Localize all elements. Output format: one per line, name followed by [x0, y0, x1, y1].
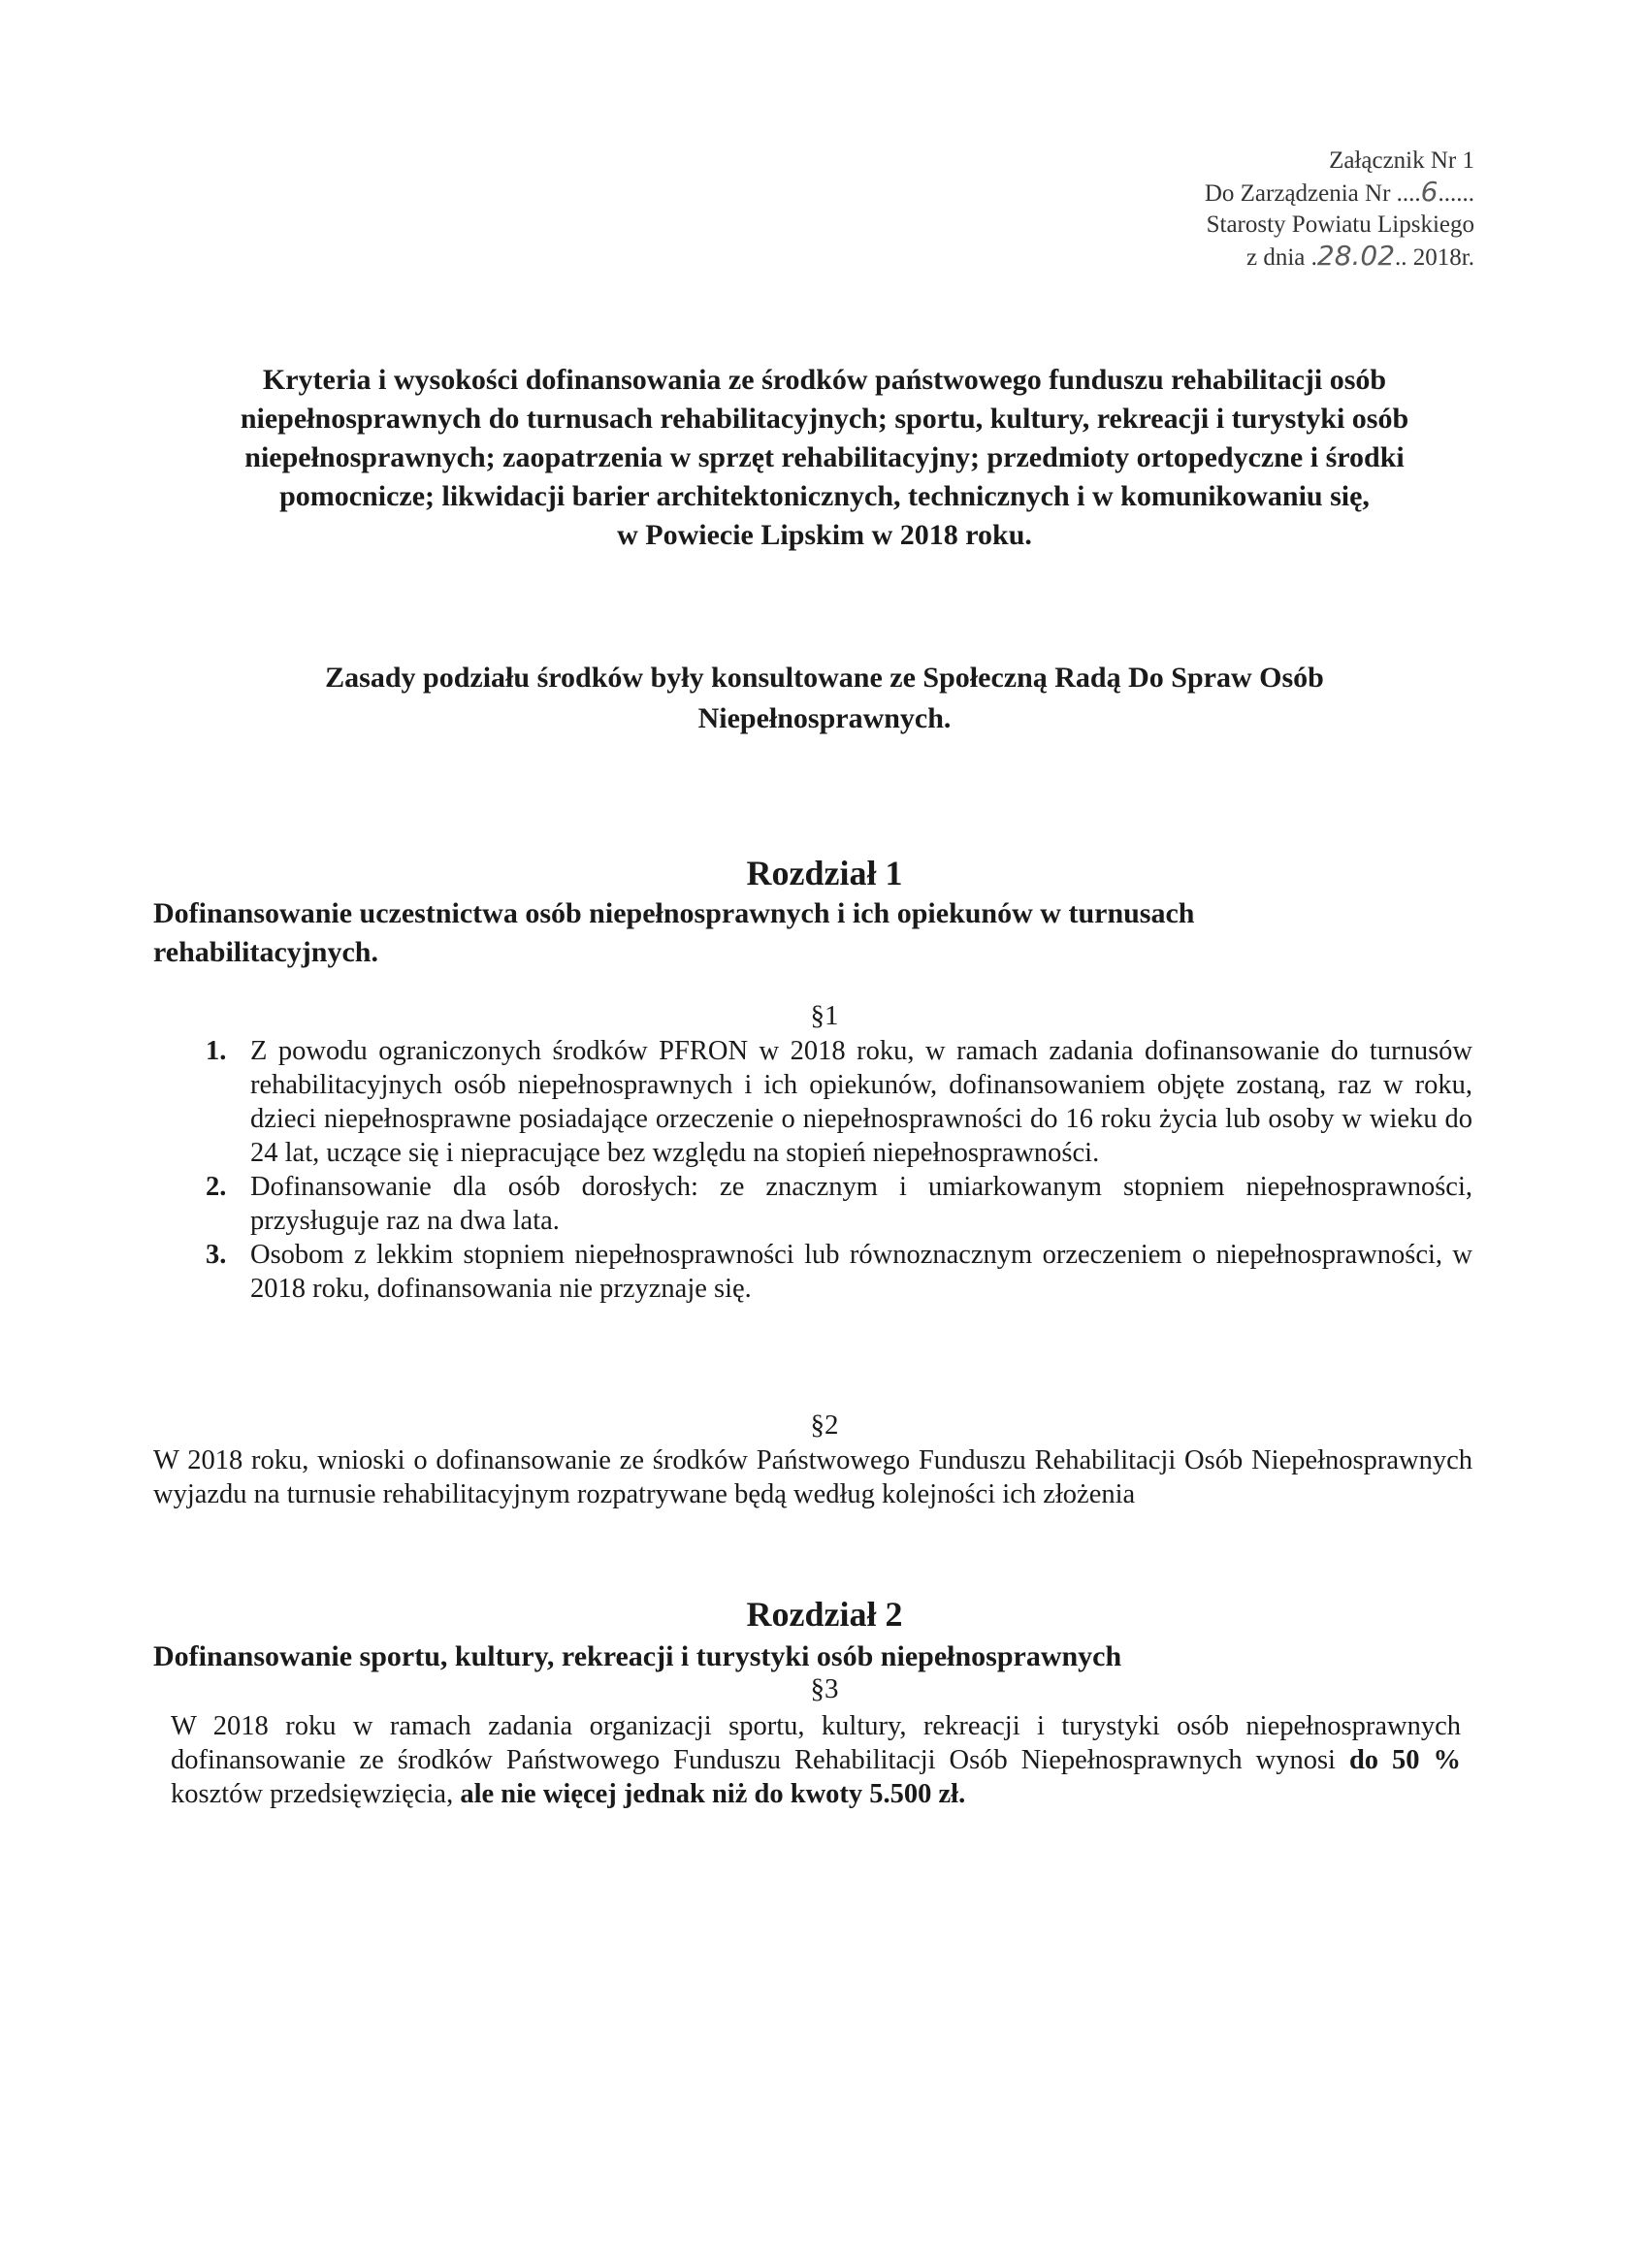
section-2-text: W 2018 roku, wnioski o dofinansowanie ze środków Państwowego Funduszu Rehabilitacji Osób Niepełnosprawnych wyjazdu na turnusie rehabilitacyjnym rozpatrywane będą według kolejności ich złożenia [153, 1445, 1472, 1509]
consultation-line: Zasady podziału środków były konsultowane ze Społeczną Radą Do Spraw Osób [325, 662, 1324, 694]
title-line: w Powiecie Lipskim w 2018 roku. [617, 519, 1032, 551]
subtitle-line: Dofinansowanie uczestnictwa osób niepełnosprawnych i ich opiekunów w turnusach [153, 897, 1195, 929]
ordinance-number [1145, 177, 1474, 210]
amount-limit: ale nie więcej jednak niż do kwoty 5.500 zł. [460, 1779, 966, 1809]
document-title [146, 361, 1504, 555]
title-line: pomocnicze; likwidacji barier architektonicznych, technicznych i w komunikowaniu się, [279, 480, 1370, 512]
title-line: niepełnosprawnych; zaopatrzenia w sprzęt rehabilitacyjny; przedmioty ortopedyczne i środki [244, 441, 1405, 473]
dots: ...... [1438, 180, 1474, 207]
title-line: niepełnosprawnych do turnusach rehabilitacyjnych; sportu, kultury, rekreacji i turystyki osób [240, 403, 1409, 435]
subtitle-line: rehabilitacyjnych. [153, 936, 378, 968]
list-item [192, 1034, 1472, 1170]
attachment-number: Załącznik Nr 1 [1329, 147, 1474, 174]
list-item-number: 1. [206, 1036, 227, 1066]
section-mark-2: §2 [810, 1409, 839, 1441]
chapter-2-subtitle: Dofinansowanie sportu, kultury, rekreacji i turystyki osób niepełnosprawnych [153, 1640, 1122, 1672]
list-item-number: 2. [206, 1172, 227, 1202]
chapter-1-heading: Rozdział 1 [746, 854, 903, 892]
list-item-text: Z powodu ograniczonych środków PFRON w 2018 roku, w ramach zadania dofinansowanie do turnusów rehabilitacyjnych osób niepełnosprawnych i ich opiekunów, dofinansowaniem objęte zostaną, raz w roku, dzieci niepełnosprawne posiadające orzeczenie o niepełnosprawności do 16 roku życia lub osoby w wieku do 24 lat, uczące się i niepracujące bez względu na stopień niepełnosprawności. [250, 1036, 1472, 1168]
date-label: z dnia . [1245, 244, 1317, 271]
list-item [192, 1170, 1472, 1238]
section-3-text-b: kosztów przedsięwzięcia, [171, 1779, 461, 1809]
list-item-number: 3. [206, 1240, 227, 1270]
attachment-header [1145, 146, 1474, 274]
section-mark-1: §1 [810, 1000, 839, 1031]
list-item-text: Dofinansowanie dla osób dorosłych: ze znacznym i umiarkowanym stopniem niepełnosprawności, przysługuje raz na dwa lata. [250, 1172, 1472, 1236]
title-line: Kryteria i wysokości dofinansowania ze środków państwowego funduszu rehabilitacji osób [262, 364, 1387, 396]
section-3-text-a: W 2018 roku w ramach zadania organizacji sportu, kultury, rekreacji i turystyki osób niepełnosprawnych dofinansowanie ze środków Państwowego Funduszu Rehabilitacji Osób Niepełnosprawnych wynosi [171, 1711, 1461, 1775]
list-item-text: Osobom z lekkim stopniem niepełnosprawności lub równoznacznym orzeczeniem o niepełnosprawności, w 2018 roku, dofinansowania nie przyznaje się. [250, 1240, 1472, 1304]
handwritten-date: 28.02 [1316, 240, 1396, 272]
dots: .... [1396, 180, 1421, 207]
date-year: .. 2018r. [1395, 244, 1474, 271]
list-item [192, 1238, 1472, 1306]
chapter-2-heading: Rozdział 2 [746, 1595, 903, 1634]
percent-limit: do 50 % [1348, 1745, 1461, 1775]
date-line [1145, 241, 1474, 274]
issuer-line: Starosty Powiatu Lipskiego [1206, 211, 1474, 238]
section-mark-3: §3 [810, 1673, 839, 1704]
chapter-1-subtitle [153, 894, 1511, 972]
consultation-line: Niepełnosprawnych. [697, 702, 952, 734]
handwritten-number: 6 [1420, 176, 1439, 208]
section-3-text [171, 1709, 1461, 1811]
ordinance-label: Do Zarządzenia Nr [1204, 180, 1397, 207]
consultation-note [146, 658, 1504, 739]
section-1-list [192, 1034, 1472, 1306]
